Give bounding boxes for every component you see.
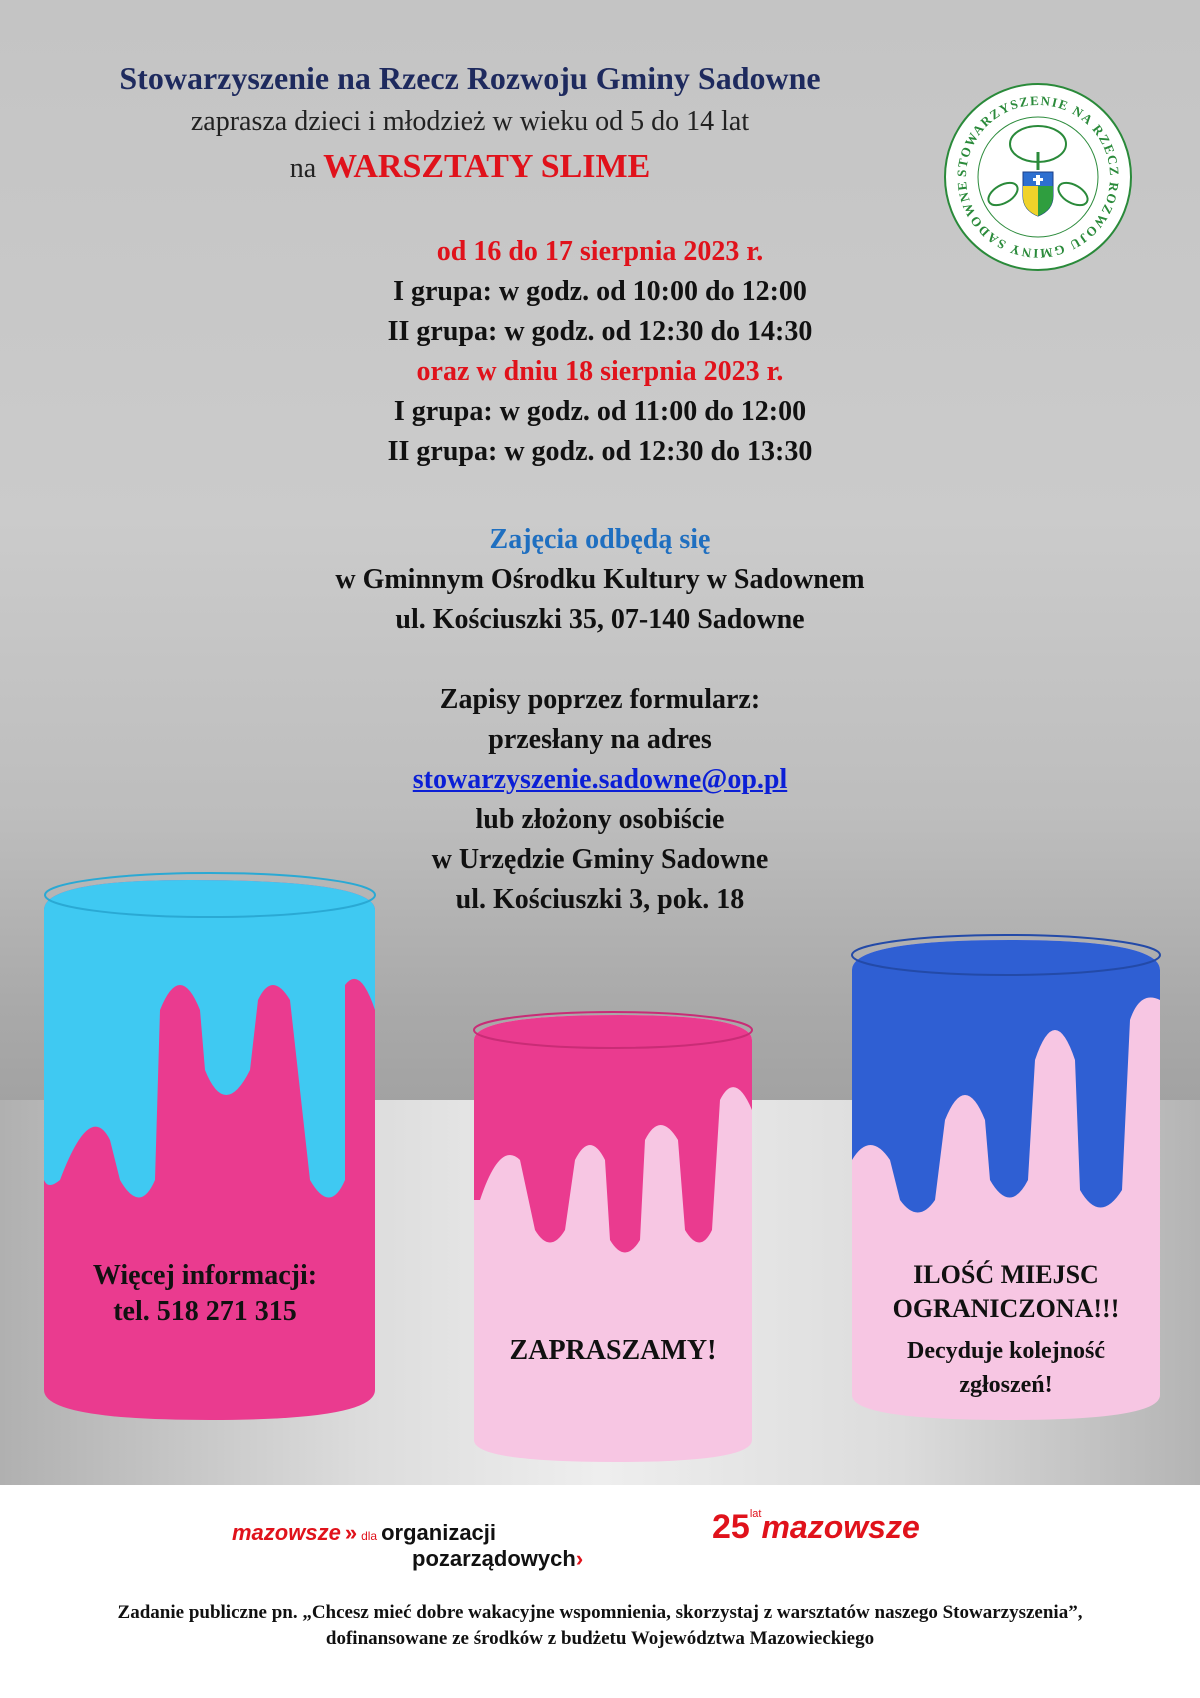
limited-line1: ILOŚĆ MIEJSC xyxy=(913,1260,1099,1289)
email-link[interactable]: stowarzyszenie.sadowne@op.pl xyxy=(412,764,788,795)
organization-name: Stowarzyszenie na Rzecz Rozwoju Gminy Sadowne xyxy=(119,60,821,96)
double-chevron-icon: » xyxy=(344,1520,358,1545)
venue-address: ul. Kościuszki 35, 07-140 Sadowne xyxy=(395,604,805,635)
period1-group1: I grupa: w godz. od 10:00 do 12:00 xyxy=(393,276,807,307)
maz-left-brand: mazowsze xyxy=(232,1520,341,1545)
period2-date: oraz w dniu 18 sierpnia 2023 r. xyxy=(416,356,784,387)
order-line2: zgłoszeń! xyxy=(959,1372,1053,1398)
more-info-heading: Więcej informacji: xyxy=(92,1260,318,1291)
mazowsze-ngo-logo xyxy=(232,1520,583,1572)
maz-right-num: 25 xyxy=(712,1508,750,1546)
maz-left-small: dla xyxy=(361,1529,378,1543)
period1-group2: II grupa: w godz. od 12:30 do 14:30 xyxy=(387,316,813,347)
venue-place: w Gminnym Ośrodku Kultury w Sadownem xyxy=(335,564,865,595)
can-middle xyxy=(474,1012,752,1462)
maz-left-word1: organizacji xyxy=(381,1520,497,1545)
footer xyxy=(0,1485,1200,1698)
invite-line: zaprasza dzieci i młodzież w wieku od 5 do 14 lat xyxy=(190,106,750,137)
title-main: WARSZTATY SLIME xyxy=(323,148,651,185)
logo-ring-text: STOWARZYSZENIE NA RZECZ ROZWOJU GMINY SADOWNE xyxy=(953,92,1123,262)
mazowsze-25-logo xyxy=(712,1508,920,1547)
period2-group2: II grupa: w godz. od 12:30 do 13:30 xyxy=(387,436,813,467)
period2-group1: I grupa: w godz. od 11:00 do 12:00 xyxy=(393,396,807,427)
maz-right-brand: mazowsze xyxy=(761,1509,920,1545)
period1-dates: od 16 do 17 sierpnia 2023 r. xyxy=(436,236,764,267)
signup-line3: w Urzędzie Gminy Sadowne xyxy=(431,844,769,875)
maz-right-small: lat xyxy=(749,1508,762,1520)
footer-funding-note xyxy=(0,1600,1200,1652)
chevron-right-icon: › xyxy=(575,1546,584,1571)
invite-banner: ZAPRASZAMY! xyxy=(509,1335,717,1366)
signup-line4: ul. Kościuszki 3, pok. 18 xyxy=(455,884,745,915)
order-line1: Decyduje kolejność xyxy=(907,1338,1105,1364)
venue-heading: Zajęcia odbędą się xyxy=(489,524,711,555)
limited-places-notice xyxy=(852,1258,1160,1402)
phone-number: tel. 518 271 315 xyxy=(113,1296,297,1327)
signup-heading: Zapisy poprzez formularz: xyxy=(439,684,761,715)
title-prefix: na xyxy=(289,153,317,184)
limited-line2: OGRANICZONA!!! xyxy=(892,1294,1120,1323)
can-left xyxy=(44,873,375,1420)
footer-line1: Zadanie publiczne pn. „Chcesz mieć dobre wakacyjne wspomnienia, skorzystaj z warsztatów naszego Stowarzyszenia”, xyxy=(117,1602,1083,1623)
signup-line1: przesłany na adres xyxy=(488,724,712,755)
more-info-label xyxy=(60,1258,350,1330)
signup-line2: lub złożony osobiście xyxy=(475,804,725,835)
footer-line2: dofinansowane ze środków z budżetu Województwa Mazowieckiego xyxy=(325,1628,875,1649)
maz-left-word2: pozarządowych xyxy=(412,1546,576,1571)
